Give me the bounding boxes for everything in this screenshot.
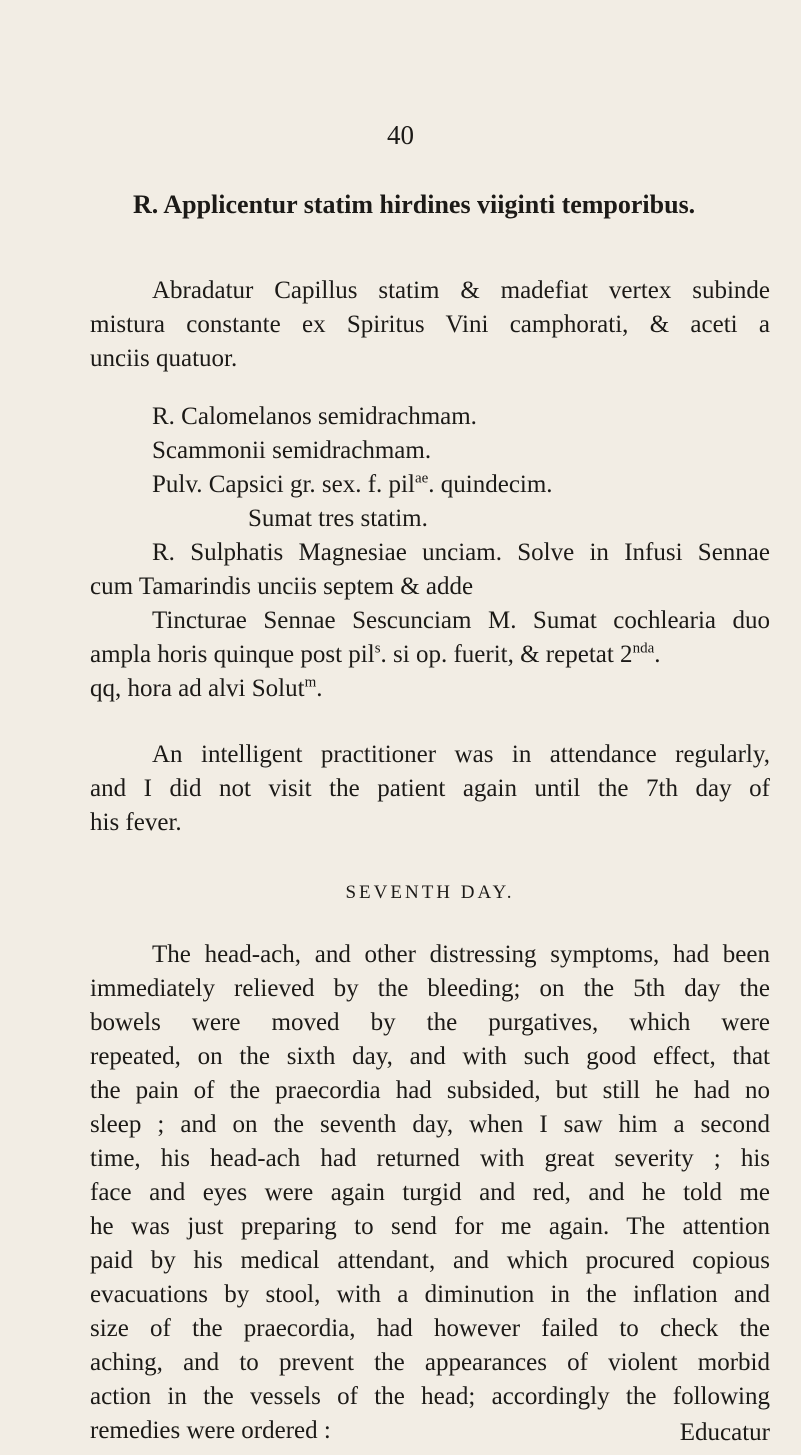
prescription-line: Tincturae Sennae Sescunciam M. Sumat cochlearia duo	[152, 607, 770, 634]
paragraph-line: time, his head-ach had returned with great severity ; his	[90, 1145, 770, 1172]
paragraph-line: sleep ; and on the seventh day, when I saw him a second	[90, 1111, 770, 1138]
paragraph-line: remedies were ordered :	[90, 1417, 331, 1444]
prescription-line: cum Tamarindis unciis septem & adde	[90, 573, 474, 600]
paragraph-line: the pain of the praecordia had subsided, but still he had no	[90, 1077, 770, 1104]
page-number: 40	[387, 120, 414, 150]
superscript: nda	[632, 640, 655, 657]
section-heading: SEVENTH DAY.	[345, 882, 515, 903]
paragraph-line: An intelligent practitioner was in attendance regularly,	[152, 741, 770, 768]
paragraph-line: evacuations by stool, with a diminution in the inflation and	[90, 1281, 770, 1308]
superscript: ae	[414, 470, 429, 487]
prescription-text: . quindecim.	[428, 471, 553, 498]
paragraph-line: immediately relieved by the bleeding; on the 5th day the	[90, 975, 770, 1002]
paragraph-line: size of the praecordia, had however failed to check the	[90, 1315, 770, 1342]
paragraph-line: The head-ach, and other distressing symptoms, had been	[152, 941, 770, 968]
prescription-text: Pulv. Capsici gr. sex. f. pil	[152, 471, 415, 498]
prescription-text: qq, hora ad alvi Solut	[90, 675, 305, 702]
paragraph-line: mistura constante ex Spiritus Vini camphorati, & aceti a	[90, 311, 770, 338]
paragraph-line: Abradatur Capillus statim & madefiat vertex subinde	[152, 277, 770, 304]
prescription-line: R. Calomelanos semidrachmam.	[152, 403, 477, 430]
paragraph-line: he was just preparing to send for me again. The attention	[90, 1213, 770, 1240]
paragraph-line: face and eyes were again turgid and red, and he told me	[90, 1179, 770, 1206]
paragraph-line: bowels were moved by the purgatives, which were	[90, 1009, 770, 1036]
paragraph-line: action in the vessels of the head; accordingly the following	[90, 1383, 770, 1410]
paragraph-line: aching, and to prevent the appearances of violent morbid	[90, 1349, 770, 1376]
paragraph-line: paid by his medical attendant, and which procured copious	[90, 1247, 770, 1274]
prescription-text: .	[654, 641, 661, 668]
prescription-line	[90, 640, 770, 670]
prescription-text: . si op. fuerit, & repetat 2	[380, 641, 633, 668]
prescription-leeches: R. Applicentur statim hirdines viiginti temporibus.	[133, 190, 696, 219]
catchword: Educatur	[679, 1419, 770, 1446]
prescription-text: .	[316, 675, 323, 702]
paragraph-line: unciis quatuor.	[90, 345, 238, 372]
prescription-line: R. Sulphatis Magnesiae unciam. Solve in Infusi Sennae	[152, 539, 770, 566]
superscript: m	[304, 674, 317, 691]
paragraph-line: repeated, on the sixth day, and with such good effect, that	[90, 1043, 770, 1070]
prescription-line	[152, 470, 770, 500]
prescription-line	[90, 674, 770, 704]
superscript: s	[374, 640, 381, 657]
prescription-text: ampla horis quinque post pil	[90, 641, 375, 668]
paragraph-line: and I did not visit the patient again until the 7th day of	[90, 775, 770, 802]
paragraph-line: his fever.	[90, 809, 182, 836]
prescription-line: Scammonii semidrachmam.	[152, 437, 432, 464]
prescription-line: Sumat tres statim.	[248, 505, 428, 532]
